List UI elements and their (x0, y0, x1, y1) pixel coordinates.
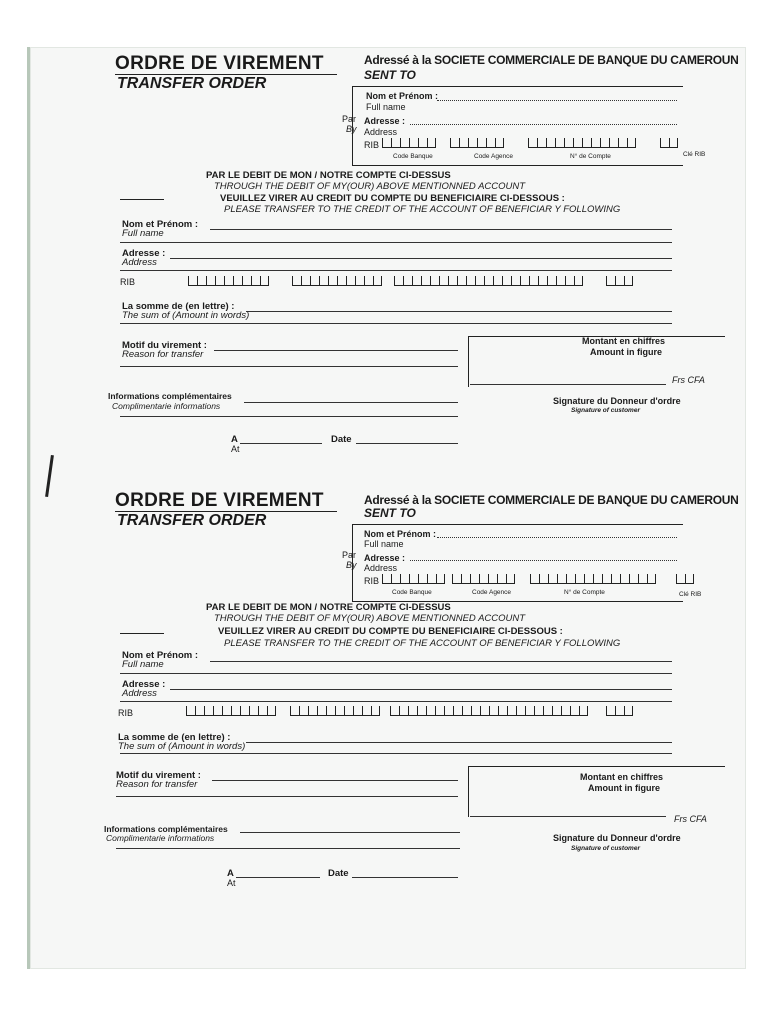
ordering-name-label: Nom et Prénom : (364, 529, 437, 539)
reason-field[interactable] (212, 780, 458, 781)
credit-instruction-fr: VEUILLEZ VIRER AU CREDIT DU COMPTE DU BENEFICIAIRE CI-DESSOUS : (220, 193, 565, 204)
debit-instruction-en: THROUGH THE DEBIT OF MY(OUR) ABOVE MENTIONNED ACCOUNT (214, 613, 526, 624)
extra-info-label: Informations complémentaires (108, 391, 232, 401)
beneficiary-rib-key[interactable] (606, 276, 633, 286)
ordering-address-label: Adresse : (364, 116, 406, 126)
ordering-name-label-en: Full name (366, 102, 406, 112)
sum-in-words-label: La somme de (en lettre) : (118, 732, 231, 743)
signature-label: Signature du Donneur d'ordre (553, 833, 681, 843)
by-label: By (346, 560, 357, 570)
form-title-en: TRANSFER ORDER (117, 512, 267, 529)
sum-in-words-field[interactable] (246, 742, 672, 743)
ordering-address-field[interactable] (410, 560, 677, 561)
beneficiary-name-label-en: Full name (122, 228, 164, 239)
no-compte-caption: N° de Compte (570, 153, 611, 160)
addressed-to-label: Adressé à la SOCIETE COMMERCIALE DE BANQUE DU CAMEROUN (364, 53, 739, 67)
beneficiary-rib-bank-code[interactable] (186, 706, 276, 716)
debit-instruction-en: THROUGH THE DEBIT OF MY(OUR) ABOVE MENTIONNED ACCOUNT (214, 181, 526, 192)
beneficiary-address-field[interactable] (170, 689, 672, 690)
amount-figures-label-en: Amount in figure (590, 347, 662, 357)
beneficiary-name-label: Nom et Prénom : (122, 219, 199, 230)
extra-info-label: Informations complémentaires (104, 824, 228, 834)
ordering-rib-account-number[interactable] (528, 138, 636, 148)
ordering-name-label-en: Full name (364, 539, 404, 549)
place-label-en: At (231, 444, 240, 454)
beneficiary-name-label-en: Full name (122, 659, 164, 670)
amount-figures-label: Montant en chiffres (582, 336, 666, 346)
ordering-rib-key[interactable] (676, 574, 694, 584)
beneficiary-address-label-en: Address (122, 257, 157, 268)
place-label: A (231, 434, 238, 445)
addressed-to-label: Adressé à la SOCIETE COMMERCIALE DE BANQUE DU CAMEROUN (364, 493, 739, 507)
beneficiary-name-field[interactable] (210, 229, 672, 230)
cle-rib-caption: Clé RIB (683, 151, 706, 158)
cle-rib-caption: Clé RIB (679, 591, 702, 598)
extra-info-label-en: Complimentarie informations (106, 833, 215, 843)
ordering-rib-bank-code[interactable] (382, 574, 445, 584)
form-title-en: TRANSFER ORDER (117, 75, 267, 92)
amount-figures-label: Montant en chiffres (580, 772, 664, 782)
beneficiary-rib-label: RIB (120, 277, 136, 287)
beneficiary-rib-key[interactable] (606, 706, 633, 716)
ordering-name-field[interactable] (437, 100, 677, 101)
reason-label: Motif du virement : (116, 770, 201, 781)
code-agence-caption: Code Agence (474, 153, 514, 160)
signature-label: Signature du Donneur d'ordre (553, 396, 681, 406)
beneficiary-address-label: Adresse : (122, 679, 166, 690)
ordering-address-label: Adresse : (364, 553, 406, 563)
beneficiary-rib-label: RIB (118, 708, 134, 718)
date-label: Date (328, 868, 349, 879)
transfer-order-form-1 (0, 0, 768, 454)
amount-figures-label-en: Amount in figure (588, 783, 660, 793)
ordering-rib-account-number[interactable] (530, 574, 656, 584)
par-label: Par (342, 550, 357, 560)
reason-label: Motif du virement : (122, 340, 207, 351)
sum-in-words-label: La somme de (en lettre) : (122, 301, 235, 312)
ordering-rib-label: RIB (364, 576, 380, 586)
place-field[interactable] (236, 877, 320, 878)
place-label: A (227, 868, 234, 879)
ordering-rib-branch-code[interactable] (450, 138, 504, 148)
beneficiary-rib-branch-code[interactable] (292, 276, 382, 286)
extra-info-field[interactable] (244, 402, 458, 403)
ordering-address-field[interactable] (410, 124, 677, 125)
beneficiary-address-label-en: Address (122, 688, 157, 699)
extra-info-label-en: Complimentarie informations (112, 401, 221, 411)
reason-label-en: Reason for transfer (116, 779, 198, 790)
ordering-rib-branch-code[interactable] (452, 574, 515, 584)
form-title-fr: ORDRE DE VIREMENT (115, 53, 324, 74)
signature-label-en: Signature of customer (571, 407, 640, 414)
ordering-rib-bank-code[interactable] (382, 138, 436, 148)
form-title-fr: ORDRE DE VIREMENT (115, 490, 324, 511)
sum-in-words-field[interactable] (246, 311, 672, 312)
currency-label: Frs CFA (674, 814, 707, 824)
beneficiary-rib-branch-code[interactable] (290, 706, 380, 716)
beneficiary-address-field[interactable] (170, 258, 672, 259)
date-label: Date (331, 434, 352, 445)
currency-label: Frs CFA (672, 375, 705, 385)
ordering-rib-label: RIB (364, 140, 380, 150)
debit-instruction-fr: PAR LE DEBIT DE MON / NOTRE COMPTE CI-DESSUS (206, 602, 451, 613)
code-agence-caption: Code Agence (472, 589, 512, 596)
reason-field[interactable] (214, 350, 458, 351)
sent-to-label: SENT TO (364, 68, 416, 82)
sent-to-label: SENT TO (364, 506, 416, 520)
ordering-rib-key[interactable] (660, 138, 678, 148)
by-label: By (346, 124, 357, 134)
credit-instruction-en: PLEASE TRANSFER TO THE CREDIT OF THE ACCOUNT OF BENEFICIAR Y FOLLOWING (224, 638, 621, 649)
transfer-order-form-2 (0, 440, 768, 888)
beneficiary-rib-account-number[interactable] (390, 706, 588, 716)
beneficiary-name-label: Nom et Prénom : (122, 650, 199, 661)
date-field[interactable] (352, 877, 458, 878)
extra-info-field[interactable] (240, 832, 460, 833)
code-banque-caption: Code Banque (393, 153, 433, 160)
par-label: Par (342, 114, 357, 124)
ordering-address-label-en: Address (364, 127, 398, 137)
reason-label-en: Reason for transfer (122, 349, 204, 360)
sum-in-words-label-en: The sum of (Amount in words) (118, 741, 246, 752)
beneficiary-address-label: Adresse : (122, 248, 166, 259)
debit-instruction-fr: PAR LE DEBIT DE MON / NOTRE COMPTE CI-DESSUS (206, 170, 451, 181)
sum-in-words-label-en: The sum of (Amount in words) (122, 310, 250, 321)
credit-instruction-fr: VEUILLEZ VIRER AU CREDIT DU COMPTE DU BENEFICIAIRE CI-DESSOUS : (218, 626, 563, 637)
beneficiary-rib-bank-code[interactable] (188, 276, 269, 286)
signature-label-en: Signature of customer (571, 845, 640, 852)
beneficiary-rib-account-number[interactable] (394, 276, 583, 286)
credit-instruction-en: PLEASE TRANSFER TO THE CREDIT OF THE ACCOUNT OF BENEFICIAR Y FOLLOWING (224, 204, 621, 215)
beneficiary-name-field[interactable] (210, 661, 672, 662)
code-banque-caption: Code Banque (392, 589, 432, 596)
ordering-address-label-en: Address (364, 563, 398, 573)
place-label-en: At (227, 878, 236, 888)
ordering-name-label: Nom et Prénom : (366, 91, 439, 101)
ordering-name-field[interactable] (437, 537, 677, 538)
no-compte-caption: N° de Compte (564, 589, 605, 596)
